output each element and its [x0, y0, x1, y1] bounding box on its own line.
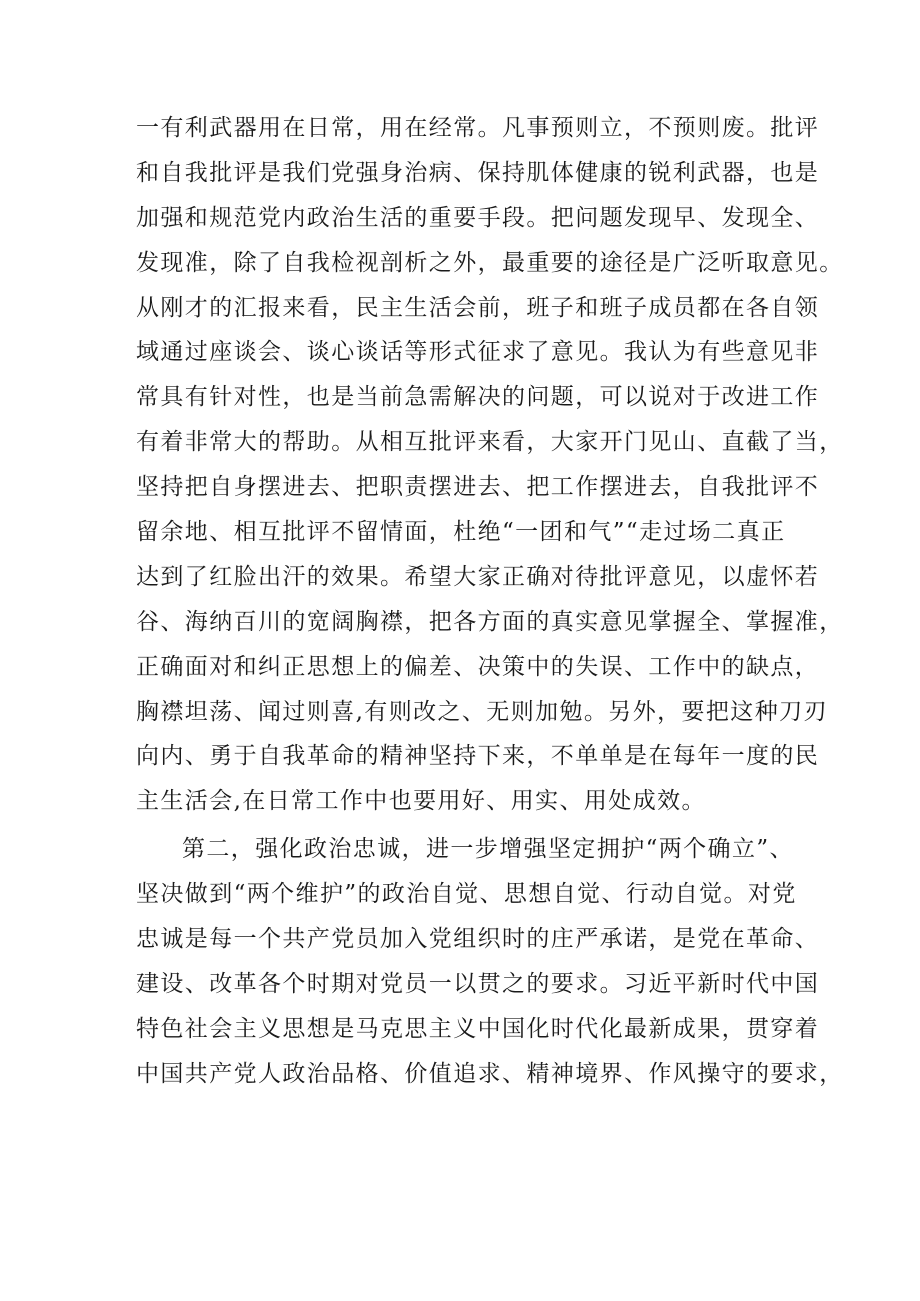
text-line: 坚持把自身摆进去、把职责摆进去、把工作摆进去，自我批评不 — [136, 474, 820, 501]
text-line: 域通过座谈会、谈心谈话等形式征求了意见。我认为有些意见非 — [136, 339, 820, 366]
text-line: 正确面对和纠正思想上的偏差、决策中的失误、工作中的缺点， — [136, 653, 820, 680]
text-line: 中国共产党人政治品格、价值追求、精神境界、作风操守的要求， — [136, 1060, 844, 1087]
text-line: 谷、海纳百川的宽阔胸襟，把各方面的真实意见掌握全、掌握准， — [136, 608, 844, 635]
paragraph-2 — [136, 827, 844, 1096]
text-line: 有着非常大的帮助。从相互批评来看，大家开门见山、直截了当， — [136, 429, 844, 456]
text-line: 达到了红脸出汗的效果。希望大家正确对待批评意见，以虚怀若 — [136, 563, 820, 590]
text-line: 主生活会,在日常工作中也要用好、用实、用处成效。 — [136, 788, 706, 815]
text-line: 发现准，除了自我检视剖析之外，最重要的途径是广泛听取意见。 — [136, 249, 844, 276]
text-line: 留余地、相互批评不留情面，杜绝“一团和气”“走过场二真正 — [136, 519, 786, 546]
text-line: 胸襟坦荡、闻过则喜,有则改之、无则加勉。另外，要把这种刀刃 — [136, 698, 828, 725]
text-line: 特色社会主义思想是马克思主义中国化时代化最新成果，贯穿着 — [136, 1015, 820, 1042]
text-line: 建设、改革各个时期对党员一以贯之的要求。习近平新时代中国 — [136, 970, 820, 997]
text-line: 一有利武器用在日常，用在经常。凡事预则立，不预则废。批评 — [136, 115, 820, 141]
text-line: 从刚才的汇报来看，民主生活会前，班子和班子成员都在各自领 — [136, 294, 820, 321]
text-line: 忠诚是每一个共产党员加入党组织时的庄严承诺，是党在革命、 — [136, 926, 820, 953]
body-text — [136, 106, 844, 1097]
paragraph-1 — [136, 106, 844, 824]
text-line: 坚决做到“两个维护”的政治自觉、思想自觉、行动自觉。对党 — [136, 881, 797, 908]
text-line: 向内、勇于自我革命的精神坚持下来，不单单是在每年一度的民 — [136, 743, 820, 770]
text-line: 第二，强化政治忠诚，进一步增强坚定拥护“两个确立”、 — [182, 836, 794, 863]
text-line: 加强和规范党内政治生活的重要手段。把问题发现早、发现全、 — [136, 204, 820, 231]
text-line: 常具有针对性，也是当前急需解决的问题，可以说对于改进工作 — [136, 384, 820, 411]
text-line: 和自我批评是我们党强身治病、保持肌体健康的锐利武器，也是 — [136, 159, 820, 186]
